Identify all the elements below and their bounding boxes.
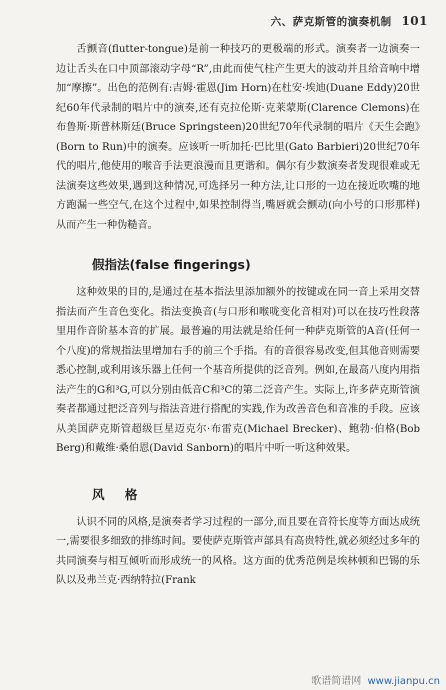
chapter-title: 六、萨克斯管的演奏机制 (270, 16, 392, 28)
watermark-site-name: 歌谱简谱网 (311, 676, 362, 687)
watermark-url: www.jianpu.cn (367, 676, 440, 687)
running-header (271, 14, 428, 29)
section-heading-false-fingerings: 假指法(false fingerings) (92, 257, 251, 272)
section-heading-style: 风 格 (92, 486, 146, 502)
paragraph-style: 认识不同的风格,是演奏者学习过程的一部分,而且要在音符长度等方面达成统一,需要很多细致的排练时间。要使萨克斯管声部具有高贵特性,就必须经过多年的共同演奏与相互倾听而形成统一的风格。这方面的优秀范例是埃林顿和巴锡的乐队以及弗兰克·西纳特拉(Frank (56, 516, 420, 586)
page-body (56, 40, 420, 591)
paragraph-false-fingerings: 这种效果的目的,是通过在基本指法里添加额外的按键或在同一音上采用交替指法而产生音色变化。指法变换音(与口形和喉咙变化音相对)可以在技巧性段落里用作音阶基本音的扩展。最普遍的用法就是给任何一种萨克斯管的A音(任何一个八度)的常规指法里增加右手的前三个手指。有的音很容易改变,但其他音则需要悉心控制,或利用该乐器上任何一个基音所提供的泛音列。例如,在最高八度内用指法产生的G和³G,可以分别由低音C和³C的第二泛音产生。实际上,许多萨克斯管演奏者都通过把泛音列与指法音进行搭配的实践,作为改善音色和音准的手段。应该从美国萨克斯管超级巨星迈克尔·布雷克(Michael Brecker)、鲍勃·伯格(Bob Berg)和戴维·桑伯恩(David Sanborn)的唱片中听一听这种效果。 (56, 287, 420, 454)
paragraph-flutter-tongue: 舌颤音(flutter-tongue)是前一种技巧的更极端的形式。演奏者一边演奏一边让舌头在口中顶部滚动字母“R”,由此而使气柱产生更大的波动并且给音响中增加“摩擦”。出色的范例有:吉姆·霍恩(Jim Horn)在杜安·埃迪(Duane Eddy)20世纪60年代录制的唱片中的演奏,还有克拉伦斯·克莱蒙斯(Clarence Clemons)在布鲁斯·斯普林斯廷(Bruce Springsteen)20世纪70年代录制的唱片《天生会跑》(Born to Run)中的演奏。应该听一听加托·巴比里(Gato Barbieri)20世纪70年代的唱片,他使用的喉音手法更浪漫而且更谐和。偶尔有少数演奏者发现很难或无法演奏这些效果,遇到这种情况,可选择另一种方法,让口形的一边在接近吹嘴的地方跑漏一些空气,在这个过程中,如果控制得当,嘴唇就会颤动(向小号的口形那样)从而产生一种伪糙音。 (56, 44, 420, 231)
watermark (311, 672, 440, 687)
page-number: 101 (401, 14, 428, 28)
